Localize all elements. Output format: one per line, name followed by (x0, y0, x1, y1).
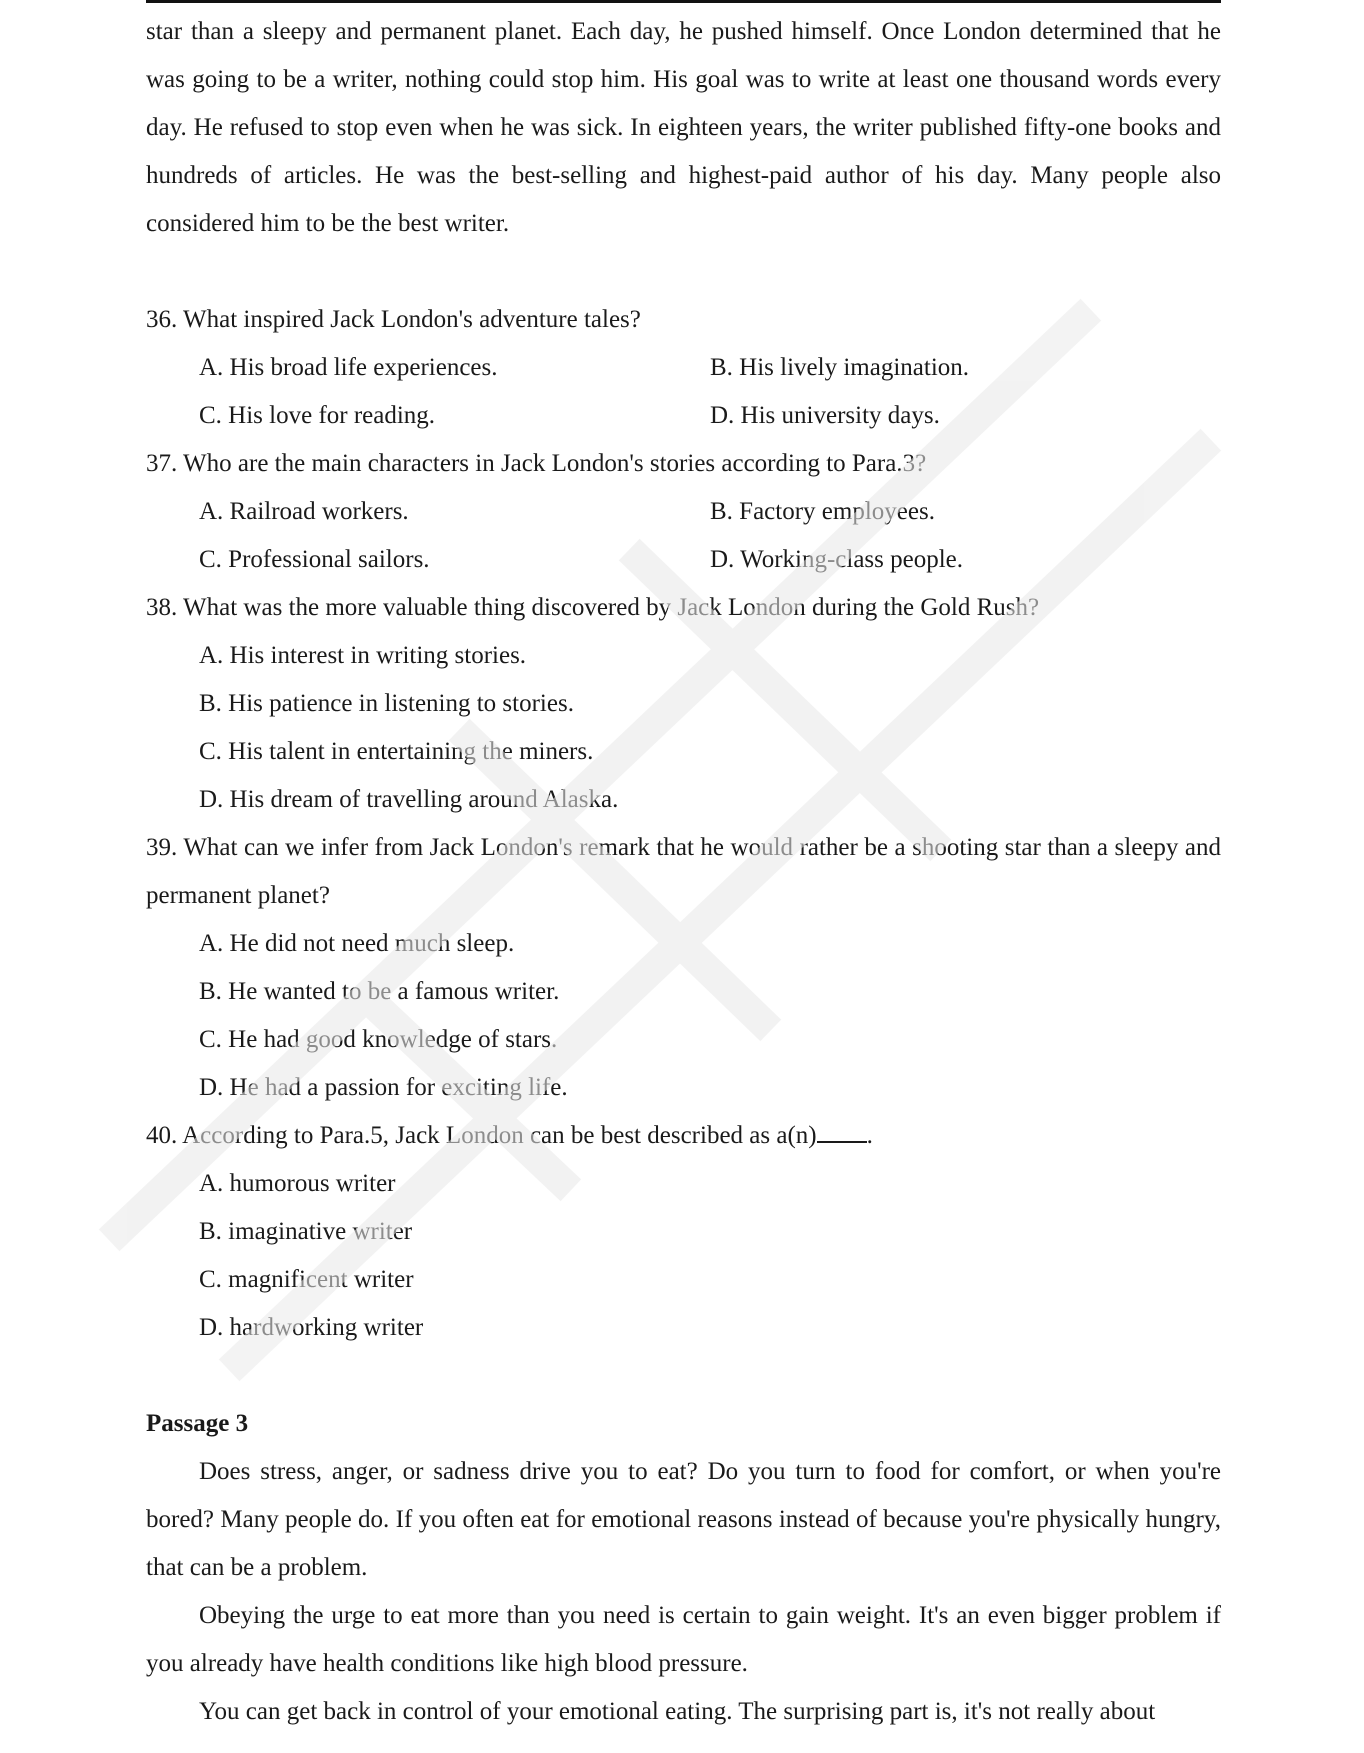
option-c: C. He had good knowledge of stars. (199, 1026, 558, 1053)
option-row (146, 392, 1221, 440)
top-rule (146, 0, 1221, 3)
option-d: D. Working-class people. (710, 546, 964, 573)
question-stem (146, 1112, 1221, 1160)
question-stem: 36. What inspired Jack London's adventure tales? (146, 306, 641, 333)
question-stem: 37. Who are the main characters in Jack London's stories according to Para.3? (146, 450, 927, 477)
question-40 (146, 1112, 1221, 1352)
question-stem: 38. What was the more valuable thing discovered by Jack London during the Gold Rush? (146, 594, 1040, 621)
page-content (146, 8, 1221, 1736)
question-stem: 39. What can we infer from Jack London's remark that he would rather be a shooting star than a sleepy and permanent planet? (146, 834, 1221, 909)
option-d: D. His dream of travelling around Alaska. (199, 786, 619, 813)
passage2-closing-paragraph: star than a sleepy and permanent planet. Each day, he pushed himself. Once London determined that he was going to be a writer, nothing could stop him. His goal was to write at least one thousand words every day. He refused to stop even when he was sick. In eighteen years, the writer published fifty-one books and hundreds of articles. He was the best-selling and highest-paid author of his day. Many people also considered him to be the best writer. (146, 18, 1221, 237)
option-b: B. He wanted to be a famous writer. (199, 978, 560, 1005)
option-b: B. His lively imagination. (710, 354, 970, 381)
option-a: A. His interest in writing stories. (199, 642, 527, 669)
question-36 (146, 296, 1221, 440)
question-stem-end: . (866, 1122, 873, 1149)
option-c: C. His talent in entertaining the miners. (199, 738, 594, 765)
option-b: B. Factory employees. (710, 498, 935, 525)
question-39 (146, 824, 1221, 1112)
passage3-paragraph: You can get back in control of your emotional eating. The surprising part is, it's not really about (199, 1698, 1156, 1725)
option-row (146, 536, 1221, 584)
option-c: C. magnificent writer (199, 1266, 414, 1293)
option-b: B. imaginative writer (199, 1218, 413, 1245)
passage3-paragraph: Does stress, anger, or sadness drive you to eat? Do you turn to food for comfort, or when you're bored? Many people do. If you often eat for emotional reasons instead of because you're physically hungry, that can be a problem. (146, 1458, 1221, 1581)
question-stem-text: 40. According to Para.5, Jack London can be best described as a(n) (146, 1122, 817, 1149)
question-37 (146, 440, 1221, 584)
option-b: B. His patience in listening to stories. (199, 690, 574, 717)
option-a: A. Railroad workers. (199, 498, 409, 525)
option-d: D. His university days. (710, 402, 940, 429)
spacer (146, 248, 1221, 296)
option-row (146, 488, 1221, 536)
option-c: C. His love for reading. (199, 402, 436, 429)
option-c: C. Professional sailors. (199, 546, 430, 573)
spacer (146, 1352, 1221, 1400)
question-38 (146, 584, 1221, 824)
option-a: A. He did not need much sleep. (199, 930, 515, 957)
option-a: A. His broad life experiences. (199, 354, 498, 381)
option-a: A. humorous writer (199, 1170, 396, 1197)
option-d: D. hardworking writer (199, 1314, 424, 1341)
passage-heading: Passage 3 (146, 1410, 249, 1437)
option-d: D. He had a passion for exciting life. (199, 1074, 568, 1101)
passage3-paragraph: Obeying the urge to eat more than you need is certain to gain weight. It's an even bigger problem if you already have health conditions like high blood pressure. (146, 1602, 1221, 1677)
answer-blank (817, 1119, 867, 1143)
option-row (146, 344, 1221, 392)
